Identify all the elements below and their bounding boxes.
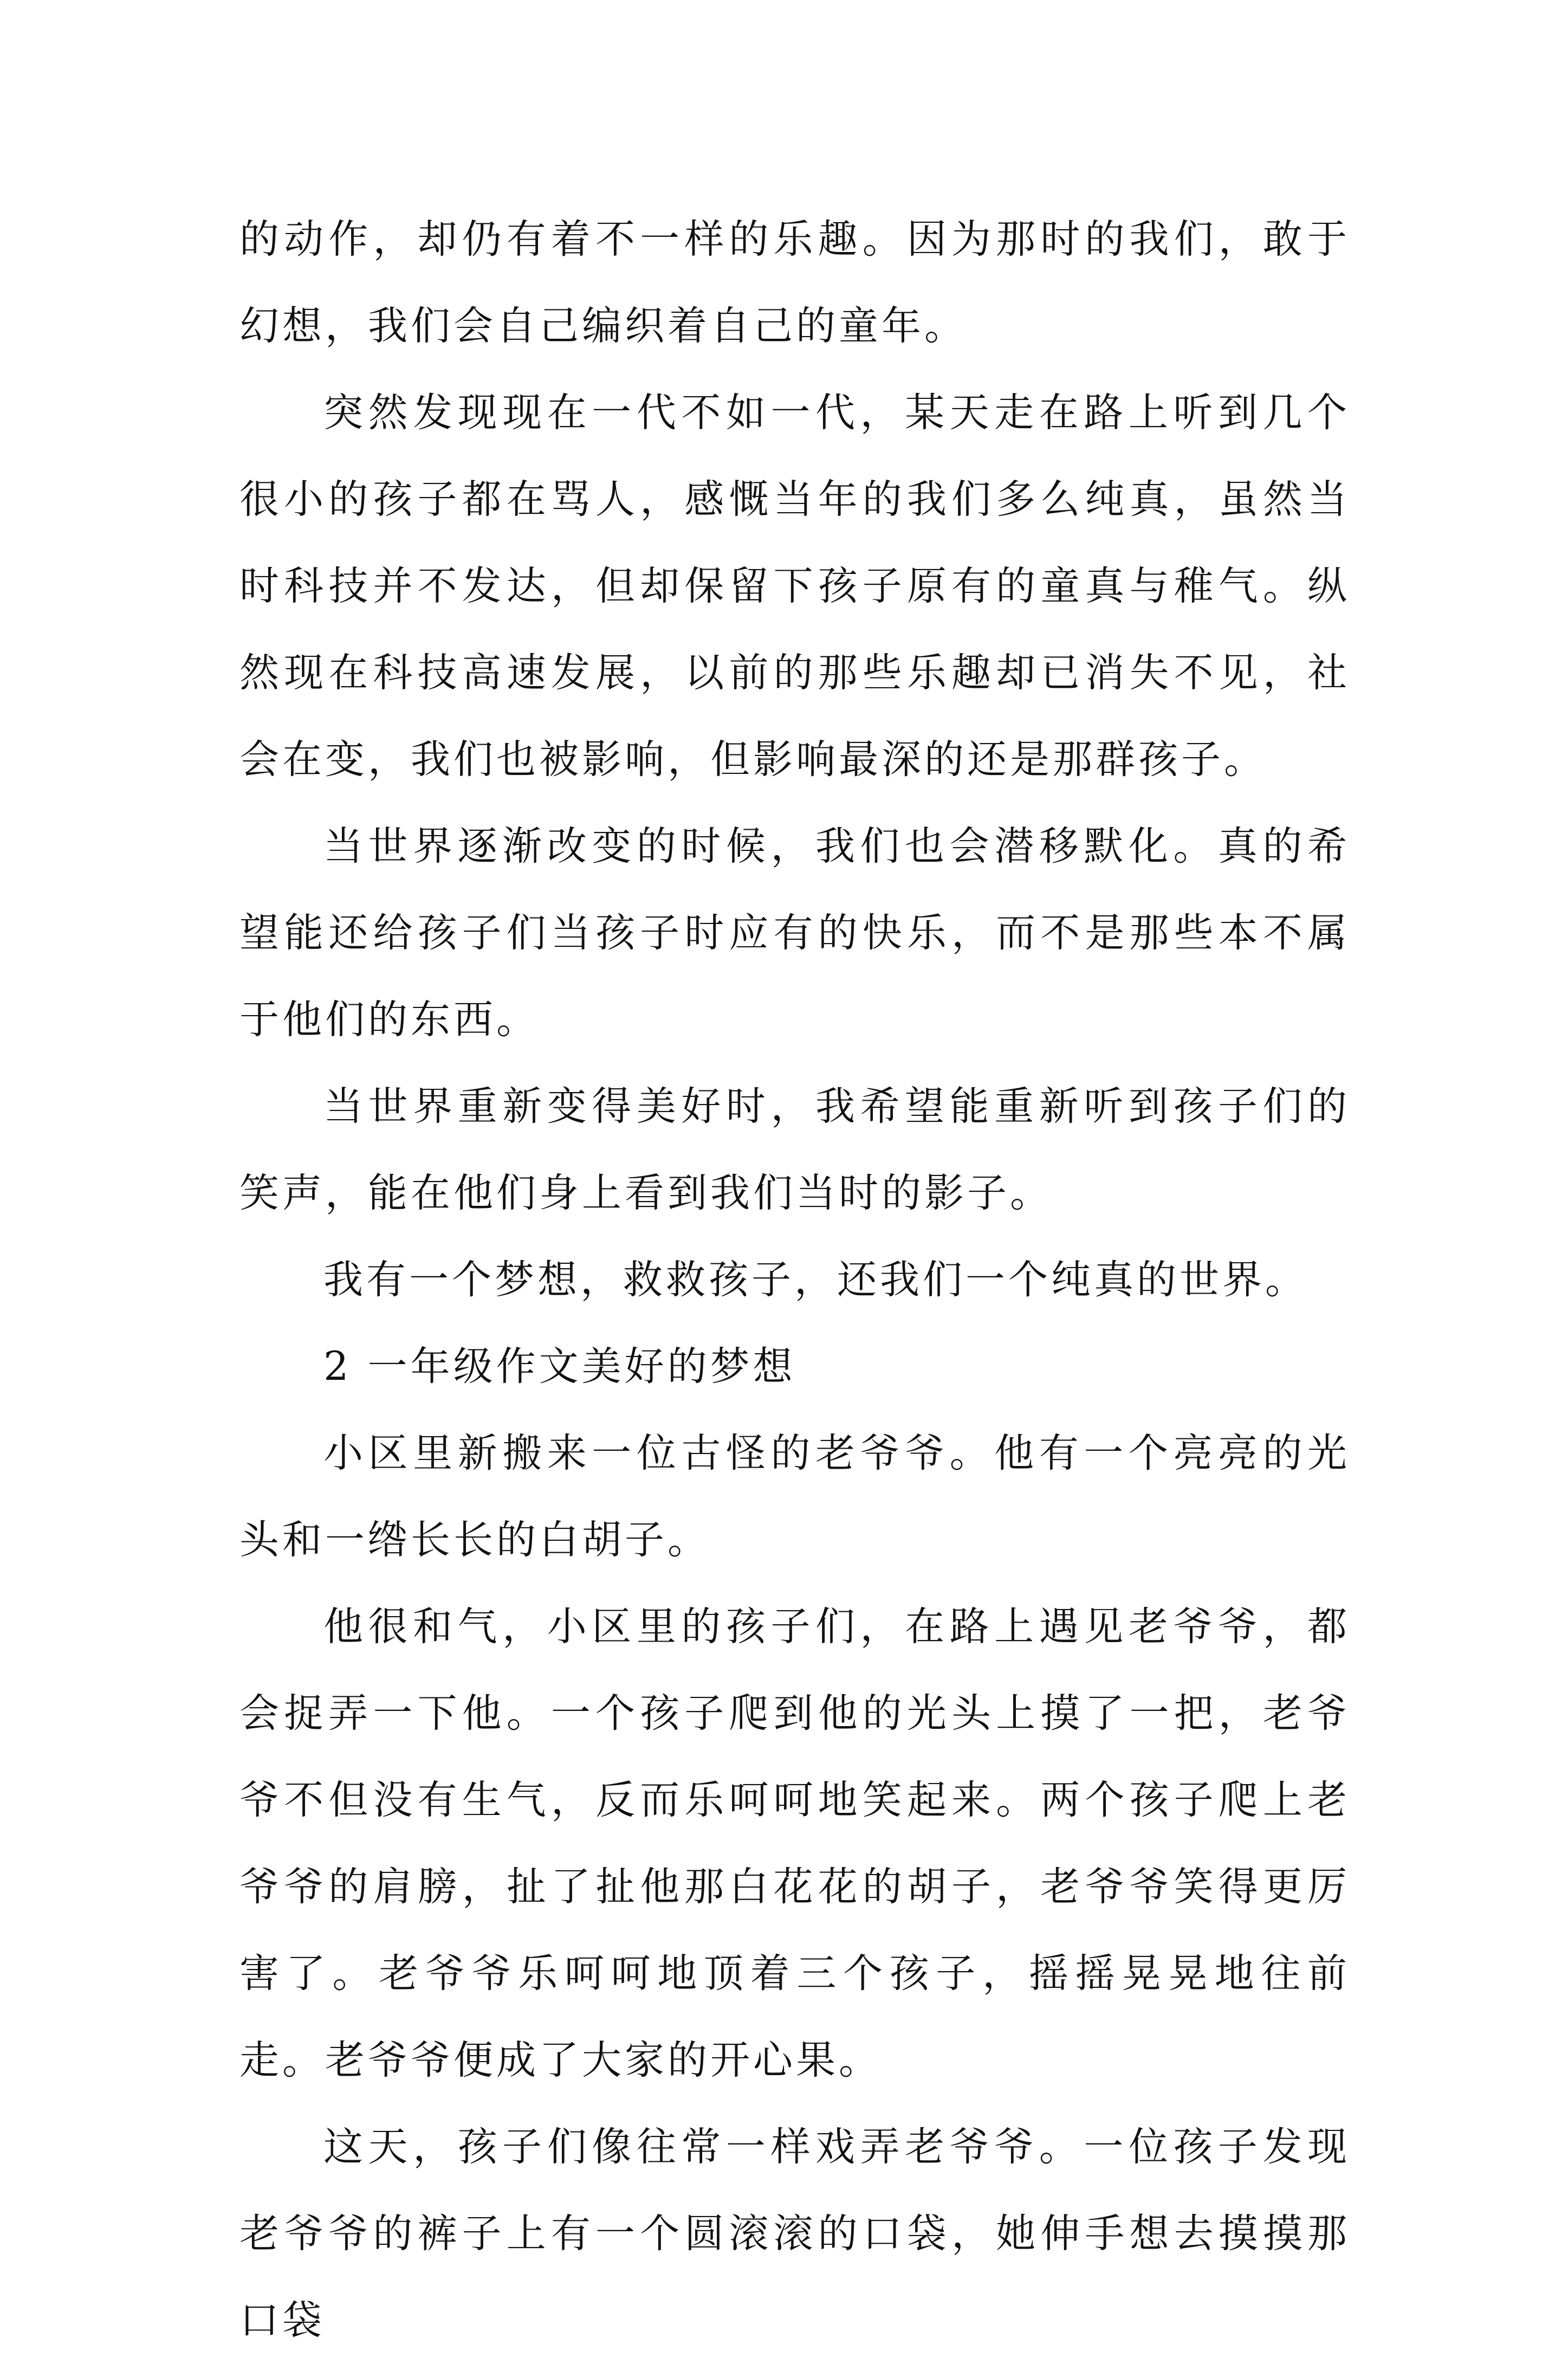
paragraph-4: 当世界重新变得美好时，我希望能重新听到孩子们的笑声，能在他们身上看到我们当时的影子。 <box>239 1083 1350 1216</box>
paragraph-2: 突然发现现在一代不如一代，某天走在路上听到几个很小的孩子都在骂人，感慨当年的我们多么纯真，虽然当时科技并不发达，但却保留下孩子原有的童真与稚气。纵然现在科技高速发展，以前的那些乐趣却已消失不见，社会在变，我们也被影响，但影响最深的还是那群孩子。 <box>239 390 1350 783</box>
paragraph-3: 当世界逐渐改变的时候，我们也会潜移默化。真的希望能还给孩子们当孩子时应有的快乐，而不是那些本不属于他们的东西。 <box>239 823 1350 1043</box>
paragraph-8: 他很和气，小区里的孩子们，在路上遇见老爷爷，都会捉弄一下他。一个孩子爬到他的光头上摸了一把，老爷爷不但没有生气，反而乐呵呵地笑起来。两个孩子爬上老爷爷的肩膀，扯了扯他那白花花的胡子，老爷爷笑得更厉害了。老爷爷乐呵呵地顶着三个孩子，摇摇晃晃地往前走。老爷爷便成了大家的开心果。 <box>239 1604 1350 2083</box>
section-heading: 2 一年级作文美好的梦想 <box>323 1344 796 1390</box>
paragraph-9: 这天，孩子们像往常一样戏弄老爷爷。一位孩子发现老爷爷的裤子上有一个圆滚滚的口袋，她伸手想去摸摸那口袋 <box>239 2124 1350 2343</box>
paragraph-7: 小区里新搬来一位古怪的老爷爷。他有一个亮亮的光头和一绺长长的白胡子。 <box>239 1430 1350 1563</box>
paragraph-1: 的动作，却仍有着不一样的乐趣。因为那时的我们，敢于幻想，我们会自己编织着自己的童年。 <box>239 216 1350 349</box>
document-body <box>239 196 1350 2364</box>
paragraph-5: 我有一个梦想，救救孩子，还我们一个纯真的世界。 <box>323 1257 1308 1303</box>
